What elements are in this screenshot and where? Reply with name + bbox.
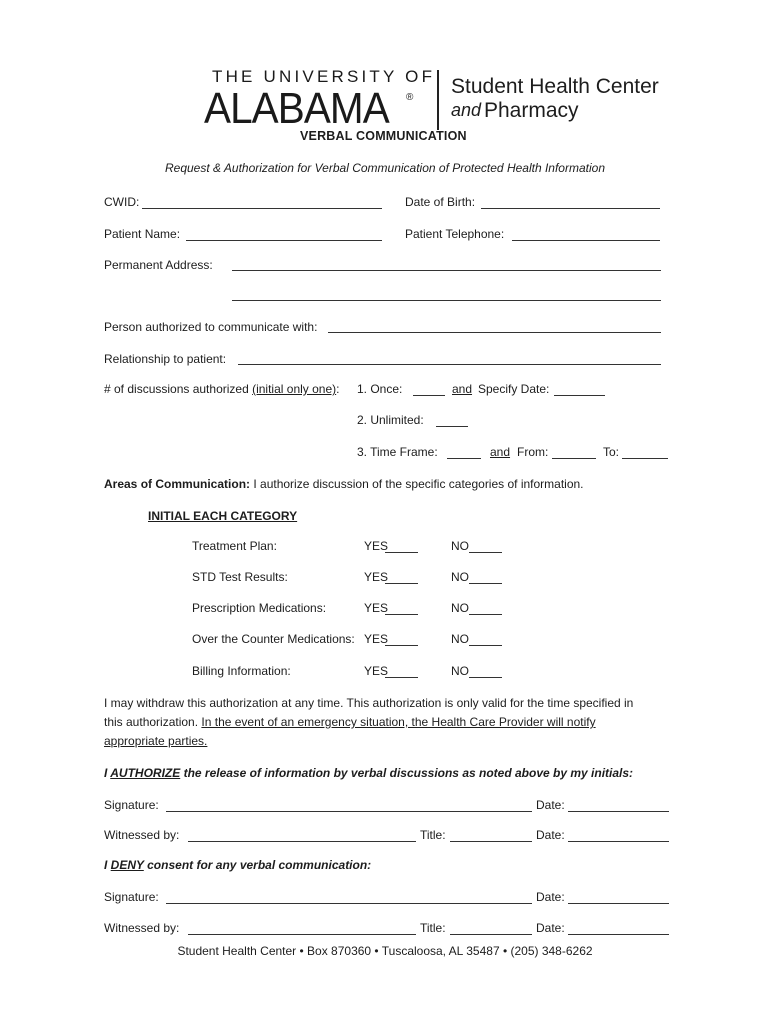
billing-no-field[interactable]: [469, 677, 502, 678]
authorize-date-label: Date:: [536, 798, 565, 812]
logo-divider: [437, 70, 439, 130]
form-subtitle: Request & Authorization for Verbal Communication of Protected Health Information: [164, 161, 605, 175]
authorize-witness-label: Witnessed by:: [104, 828, 180, 842]
deny-witness-date-field[interactable]: [568, 934, 669, 935]
otc-yes-label: YES: [364, 632, 389, 646]
withdraw-line-1: I may withdraw this authorization at any time. This authorization is only valid for the time specified in: [104, 696, 634, 710]
registered-mark: ®: [406, 92, 414, 103]
option-timeframe-initial-field[interactable]: [447, 458, 481, 459]
otc-yes-field[interactable]: [385, 645, 418, 646]
deny-witness-field[interactable]: [188, 934, 416, 935]
discussions-label-prefix: # of discussions authorized: [104, 382, 253, 396]
authorize-statement: [104, 766, 633, 780]
center-and: and: [451, 100, 482, 120]
relationship-label: Relationship to patient:: [104, 352, 227, 366]
withdraw-line-3: appropriate parties.: [104, 734, 208, 748]
authorize-rest: the release of information by verbal discussions as noted above by my initials:: [180, 766, 634, 780]
discussions-label-underlined: (initial only one): [252, 382, 337, 396]
deny-date-field[interactable]: [568, 903, 669, 904]
treatment-plan-yes-label: YES: [364, 539, 389, 553]
treatment-plan-no-label: NO: [451, 539, 469, 553]
cwid-label: CWID:: [104, 195, 140, 209]
specify-date-field[interactable]: [554, 395, 605, 396]
deny-witness-label: Witnessed by:: [104, 921, 180, 935]
option-unlimited-label: 2. Unlimited:: [357, 413, 424, 427]
authorize-signature-label: Signature:: [104, 798, 159, 812]
to-date-field[interactable]: [622, 458, 668, 459]
billing-no-label: NO: [451, 664, 469, 678]
std-no-field[interactable]: [469, 583, 502, 584]
initial-each-category: INITIAL EACH CATEGORY: [148, 509, 298, 523]
authorize-witness-field[interactable]: [188, 841, 416, 842]
option-once-initial-field[interactable]: [413, 395, 445, 396]
relationship-field[interactable]: [238, 364, 661, 365]
address-line-2-field[interactable]: [232, 300, 661, 301]
address-line-1-field[interactable]: [232, 270, 661, 271]
category-billing-information: Billing Information:: [192, 664, 291, 678]
option-timeframe-label: 3. Time Frame:: [357, 445, 438, 459]
deny-title-field[interactable]: [450, 934, 532, 935]
footer-address: Student Health Center • Box 870360 • Tuscaloosa, AL 35487 • (205) 348-6262: [177, 944, 593, 958]
deny-signature-field[interactable]: [166, 903, 532, 904]
deny-date-label: Date:: [536, 890, 565, 904]
category-prescription-medications: Prescription Medications:: [192, 601, 327, 615]
person-authorized-field[interactable]: [328, 332, 661, 333]
otc-no-label: NO: [451, 632, 469, 646]
dob-label: Date of Birth:: [405, 195, 476, 209]
patient-name-label: Patient Name:: [104, 227, 181, 241]
dob-field[interactable]: [481, 208, 660, 209]
authorize-witness-date-field[interactable]: [568, 841, 669, 842]
areas-heading-rest: I authorize discussion of the specific categories of information.: [250, 477, 584, 491]
prescription-no-field[interactable]: [469, 614, 502, 615]
authorize-prefix: I: [104, 766, 111, 780]
permanent-address-label: Permanent Address:: [104, 258, 213, 272]
category-std-test-results: STD Test Results:: [192, 570, 288, 584]
billing-yes-field[interactable]: [385, 677, 418, 678]
authorize-title-label: Title:: [420, 828, 446, 842]
option-unlimited-initial-field[interactable]: [436, 426, 468, 427]
authorize-date-field[interactable]: [568, 811, 669, 812]
authorize-witness-date-label: Date:: [536, 828, 565, 842]
patient-telephone-label: Patient Telephone:: [405, 227, 505, 241]
deny-signature-label: Signature:: [104, 890, 159, 904]
specify-date-label: Specify Date:: [478, 382, 550, 396]
areas-heading-bold: Areas of Communication:: [104, 477, 251, 491]
cwid-field[interactable]: [142, 208, 382, 209]
category-treatment-plan: Treatment Plan:: [192, 539, 277, 553]
withdraw-line-2: [104, 715, 596, 729]
category-otc-medications: Over the Counter Medications:: [192, 632, 355, 646]
university-logo-text: ALABAMA: [204, 84, 389, 133]
authorize-signature-field[interactable]: [166, 811, 532, 812]
option-timeframe-and: and: [490, 445, 511, 459]
deny-statement: [104, 858, 371, 872]
option-once-and: and: [452, 382, 473, 396]
patient-name-field[interactable]: [186, 240, 382, 241]
center-name: Student Health Center: [451, 75, 659, 98]
prescription-yes-label: YES: [364, 601, 389, 615]
from-label: From:: [517, 445, 549, 459]
prescription-yes-field[interactable]: [385, 614, 418, 615]
center-pharmacy: Pharmacy: [484, 99, 579, 122]
deny-keyword: DENY: [110, 858, 144, 872]
university-line: THE UNIVERSITY OF: [212, 67, 436, 86]
deny-prefix: I: [104, 858, 111, 872]
areas-heading: [104, 477, 584, 491]
authorize-keyword: AUTHORIZE: [110, 766, 181, 780]
authorize-title-field[interactable]: [450, 841, 532, 842]
deny-rest: consent for any verbal communication:: [143, 858, 372, 872]
withdraw-line-2-underlined: In the event of an emergency situation, the Health Care Provider will notify: [201, 715, 596, 729]
patient-telephone-field[interactable]: [512, 240, 660, 241]
to-label: To:: [603, 445, 620, 459]
billing-yes-label: YES: [364, 664, 389, 678]
from-date-field[interactable]: [552, 458, 596, 459]
person-authorized-label: Person authorized to communicate with:: [104, 320, 318, 334]
withdraw-line-2-plain: this authorization.: [104, 715, 202, 729]
std-no-label: NO: [451, 570, 469, 584]
deny-witness-date-label: Date:: [536, 921, 565, 935]
std-yes-label: YES: [364, 570, 389, 584]
form-title: VERBAL COMMUNICATION: [300, 129, 467, 143]
discussions-label-suffix: :: [336, 382, 340, 396]
discussions-label: [104, 382, 339, 396]
option-once-label: 1. Once:: [357, 382, 403, 396]
deny-title-label: Title:: [420, 921, 446, 935]
treatment-plan-yes-field[interactable]: [385, 552, 418, 553]
std-yes-field[interactable]: [385, 583, 418, 584]
otc-no-field[interactable]: [469, 645, 502, 646]
prescription-no-label: NO: [451, 601, 469, 615]
treatment-plan-no-field[interactable]: [469, 552, 502, 553]
